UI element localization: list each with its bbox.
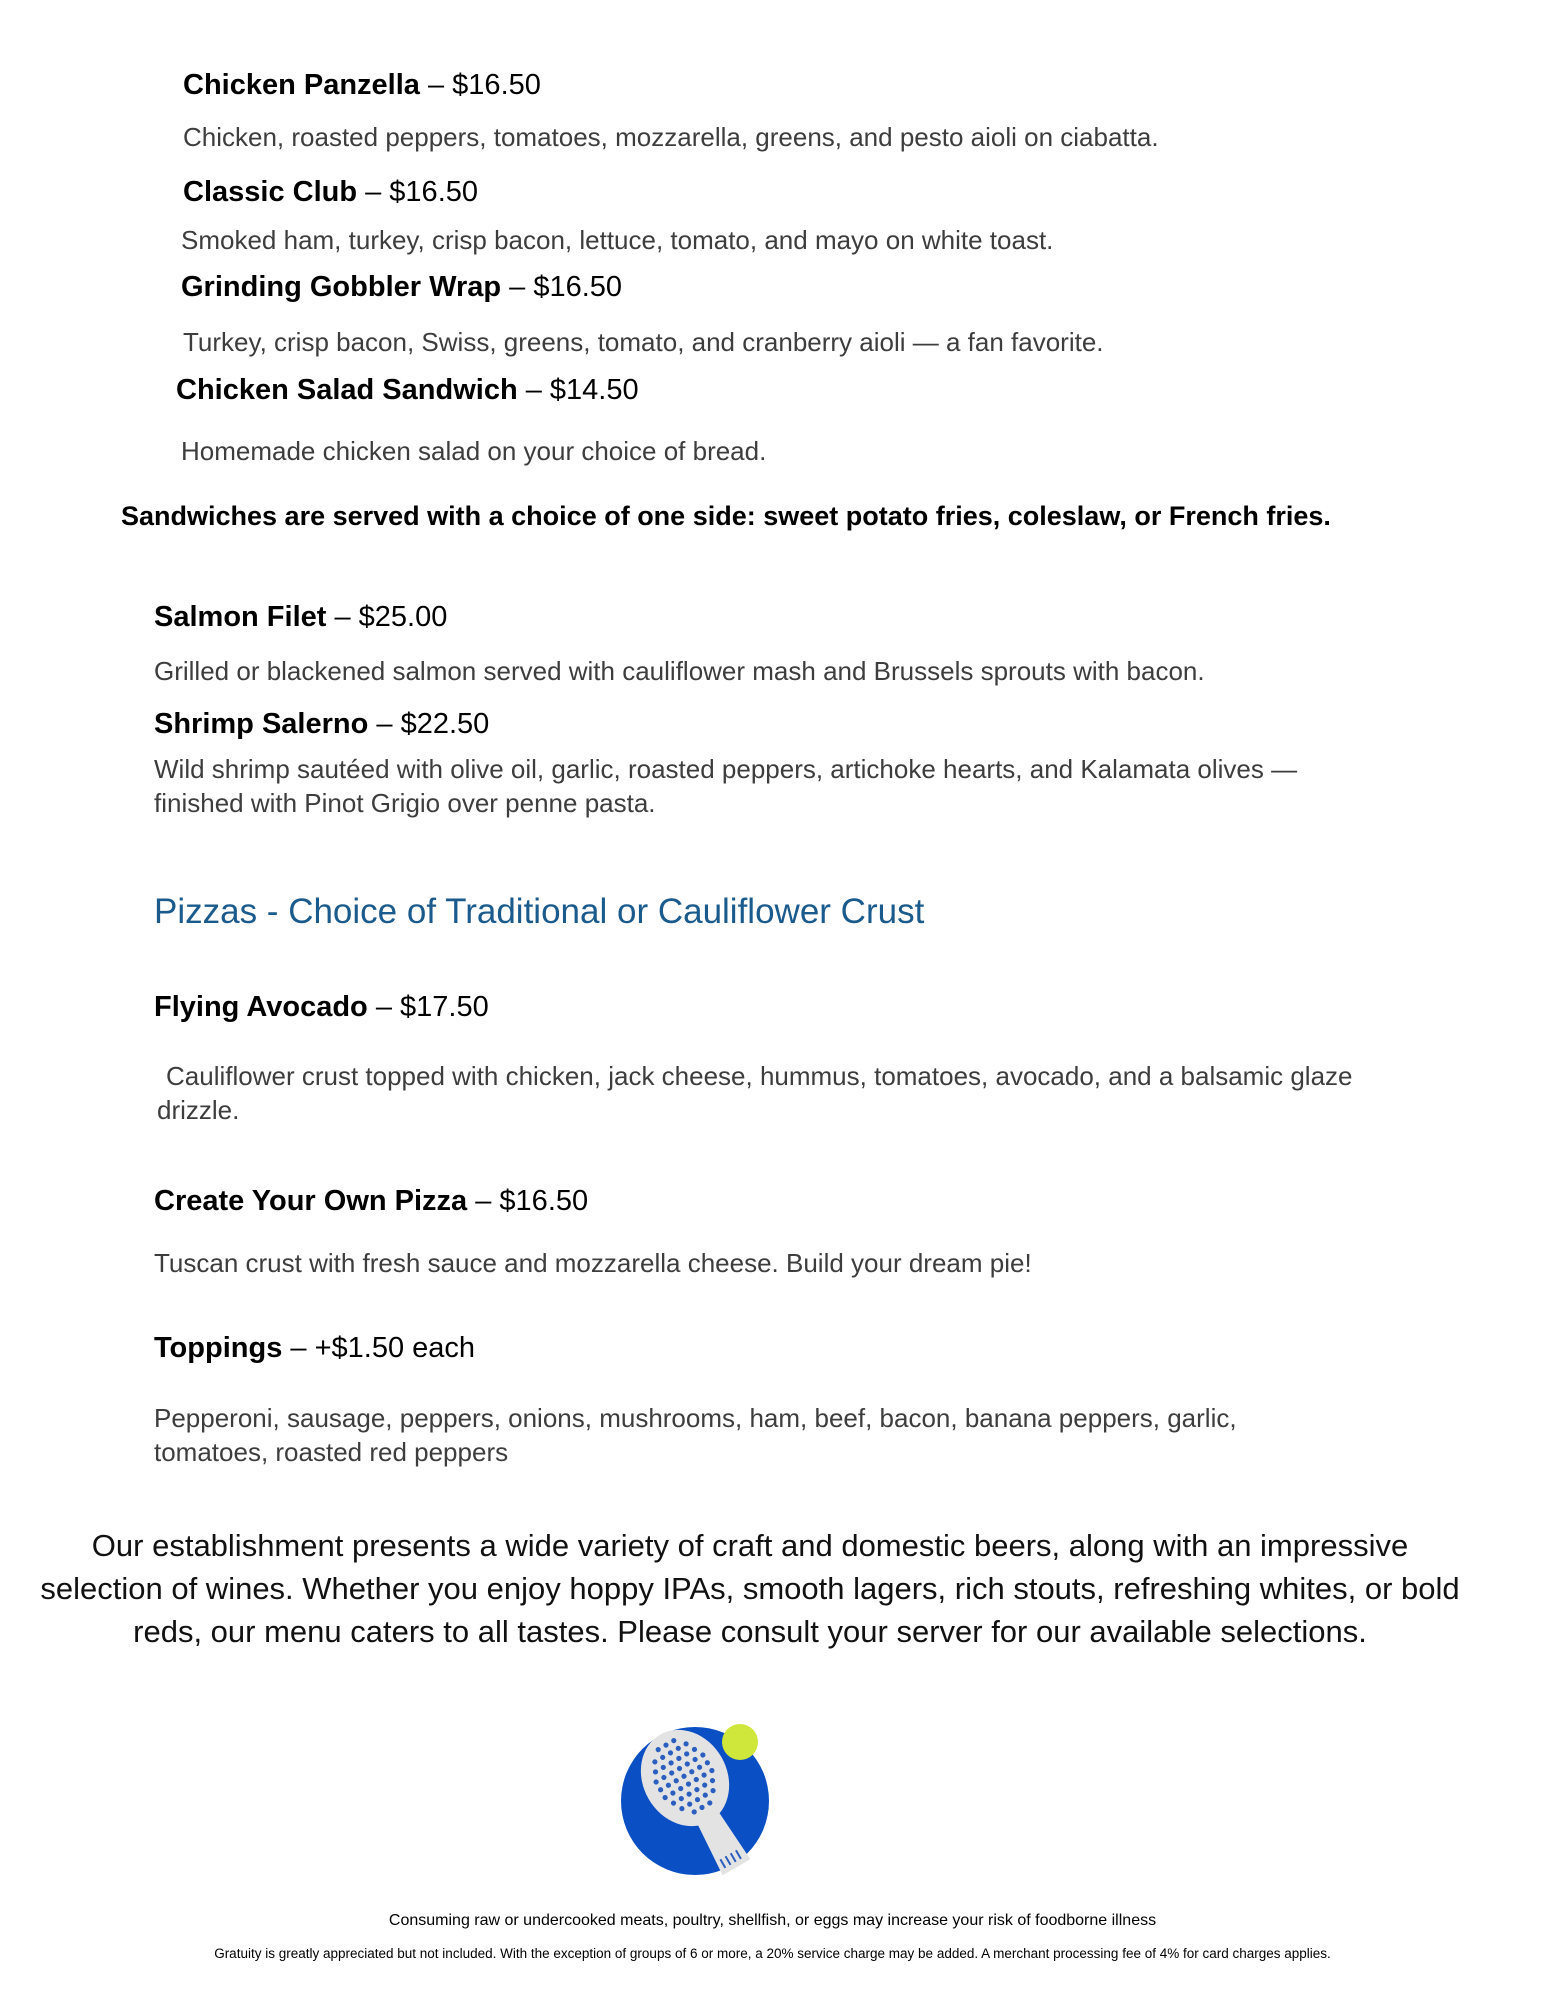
section-heading-pizzas: Pizzas - Choice of Traditional or Cauliflower Crust (154, 892, 925, 931)
padel-racket-ball-icon (615, 1716, 775, 1876)
item-name: Flying Avocado (154, 991, 368, 1023)
item-name: Grinding Gobbler Wrap (181, 271, 502, 303)
sandwich-side-note: Sandwiches are served with a choice of one side: sweet potato fries, coleslaw, or French fries. (121, 501, 1331, 531)
food-safety-warning: Consuming raw or undercooked meats, poultry, shellfish, or eggs may increase your risk of foodborne illness (388, 1912, 1157, 1929)
item-name: Shrimp Salerno (154, 708, 369, 740)
item-description: Wild shrimp sautéed with olive oil, garlic, roasted peppers, artichoke hearts, and Kalamata olives — finished with Pinot Grigio over penne pasta. (154, 754, 1298, 818)
logo-graphic (615, 1716, 775, 1876)
item-price: – $22.50 (368, 708, 490, 740)
item-price: – $16.50 (467, 1185, 589, 1217)
ball (722, 1724, 758, 1760)
item-name: Create Your Own Pizza (154, 1185, 468, 1217)
item-name: Salmon Filet (154, 601, 327, 633)
menu-item-title (181, 270, 622, 304)
menu-item-title (176, 373, 639, 407)
item-description: Cauliflower crust topped with chicken, jack cheese, hummus, tomatoes, avocado, and a balsamic glaze drizzle. (157, 1061, 1353, 1125)
menu-item-title (154, 1331, 475, 1365)
item-name: Toppings (154, 1332, 283, 1364)
gratuity-note: Gratuity is greatly appreciated but not included. With the exception of groups of 6 or more, a 20% service charge may be added. A merchant processing fee of 4% for card charges applies. (214, 1946, 1331, 1961)
beverage-note: Our establishment presents a wide variety of craft and domestic beers, along with an impressive selection of wines. Whether you enjoy hoppy IPAs, smooth lagers, rich stouts, refreshing whites, or bold reds, our menu caters to all tastes. Please consult your server for our available selections. (40, 1528, 1460, 1649)
menu-item-title (183, 175, 478, 209)
item-price: – $16.50 (501, 271, 623, 303)
item-description: Grilled or blackened salmon served with cauliflower mash and Brussels sprouts with bacon. (154, 656, 1205, 686)
item-description: Chicken, roasted peppers, tomatoes, mozzarella, greens, and pesto aioli on ciabatta. (183, 122, 1159, 152)
item-description: Smoked ham, turkey, crisp bacon, lettuce, tomato, and mayo on white toast. (181, 225, 1054, 255)
menu-item-title (154, 990, 489, 1024)
menu-item-title (154, 707, 489, 741)
menu-item-title (154, 600, 447, 634)
item-name: Chicken Salad Sandwich (176, 374, 518, 406)
item-price: – $16.50 (419, 69, 541, 101)
item-price: – +$1.50 each (282, 1332, 476, 1364)
item-description: Homemade chicken salad on your choice of bread. (181, 436, 767, 466)
item-name: Chicken Panzella (183, 69, 420, 101)
item-description: Pepperoni, sausage, peppers, onions, mushrooms, ham, beef, bacon, banana peppers, garlic, tomatoes, roasted red peppers (154, 1403, 1237, 1467)
item-name: Classic Club (183, 176, 358, 208)
item-description: Tuscan crust with fresh sauce and mozzarella cheese. Build your dream pie! (154, 1248, 1032, 1278)
menu-item-title (183, 68, 541, 102)
item-price: – $14.50 (517, 374, 639, 406)
item-price: – $25.00 (326, 601, 448, 633)
menu-item-title (154, 1184, 588, 1218)
item-description: Turkey, crisp bacon, Swiss, greens, tomato, and cranberry aioli — a fan favorite. (183, 327, 1104, 357)
item-price: – $16.50 (357, 176, 479, 208)
item-price: – $17.50 (367, 991, 489, 1023)
